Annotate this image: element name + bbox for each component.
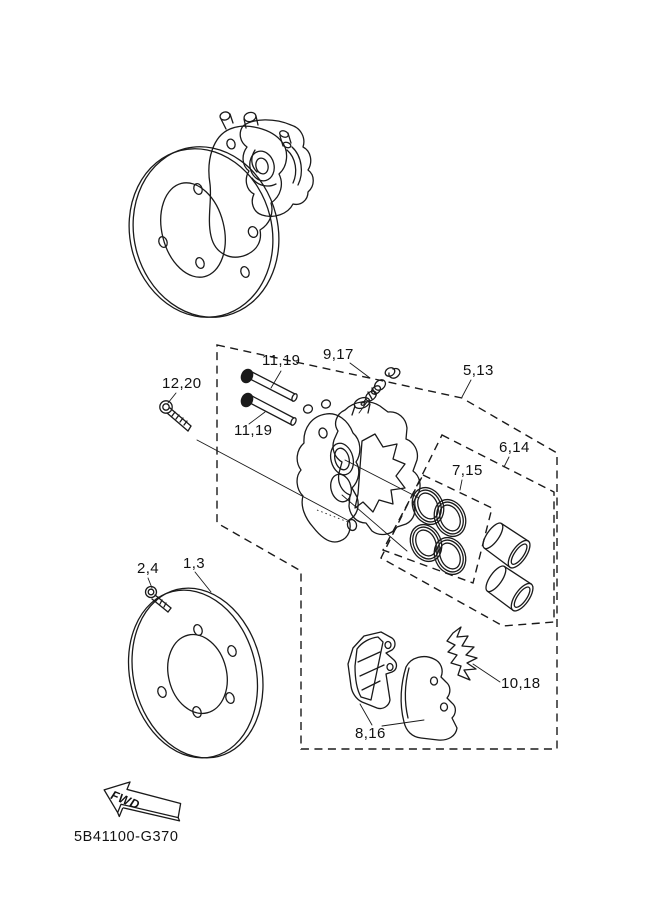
- leader-lines: [148, 363, 509, 726]
- mount-bolt: [160, 401, 349, 521]
- callout-2-4[interactable]: 2,4: [137, 560, 160, 577]
- callout-10-18[interactable]: 10,18: [501, 675, 541, 692]
- brake-pad-inner: [401, 657, 457, 741]
- callout-6-14[interactable]: 6,14: [499, 439, 530, 456]
- callout-11-19-upper[interactable]: 11,19: [262, 352, 301, 369]
- caliper-bracket: [297, 414, 360, 542]
- brake-disc: [111, 574, 280, 772]
- callout-7-15[interactable]: 7,15: [452, 462, 483, 479]
- disc-caliper-assembly: [112, 111, 314, 333]
- callout-9-17[interactable]: 9,17: [323, 346, 354, 363]
- dashed-box-seal-kit: [383, 475, 492, 583]
- fwd-badge-label: FWD: [108, 788, 142, 813]
- callout-11-19-lower[interactable]: 11,19: [234, 422, 273, 439]
- callout-12-20[interactable]: 12,20: [162, 375, 202, 392]
- caliper-pistons: [479, 519, 537, 614]
- callout-1-3[interactable]: 1,3: [183, 555, 206, 572]
- brake-pad-outer: [348, 632, 396, 709]
- callout-5-13[interactable]: 5,13: [463, 362, 494, 379]
- callout-8-16[interactable]: 8,16: [355, 725, 386, 742]
- diagram-part-code: 5B41100-G370: [74, 829, 179, 845]
- slide-pin-lower: [239, 391, 297, 426]
- pad-spring: [447, 627, 477, 680]
